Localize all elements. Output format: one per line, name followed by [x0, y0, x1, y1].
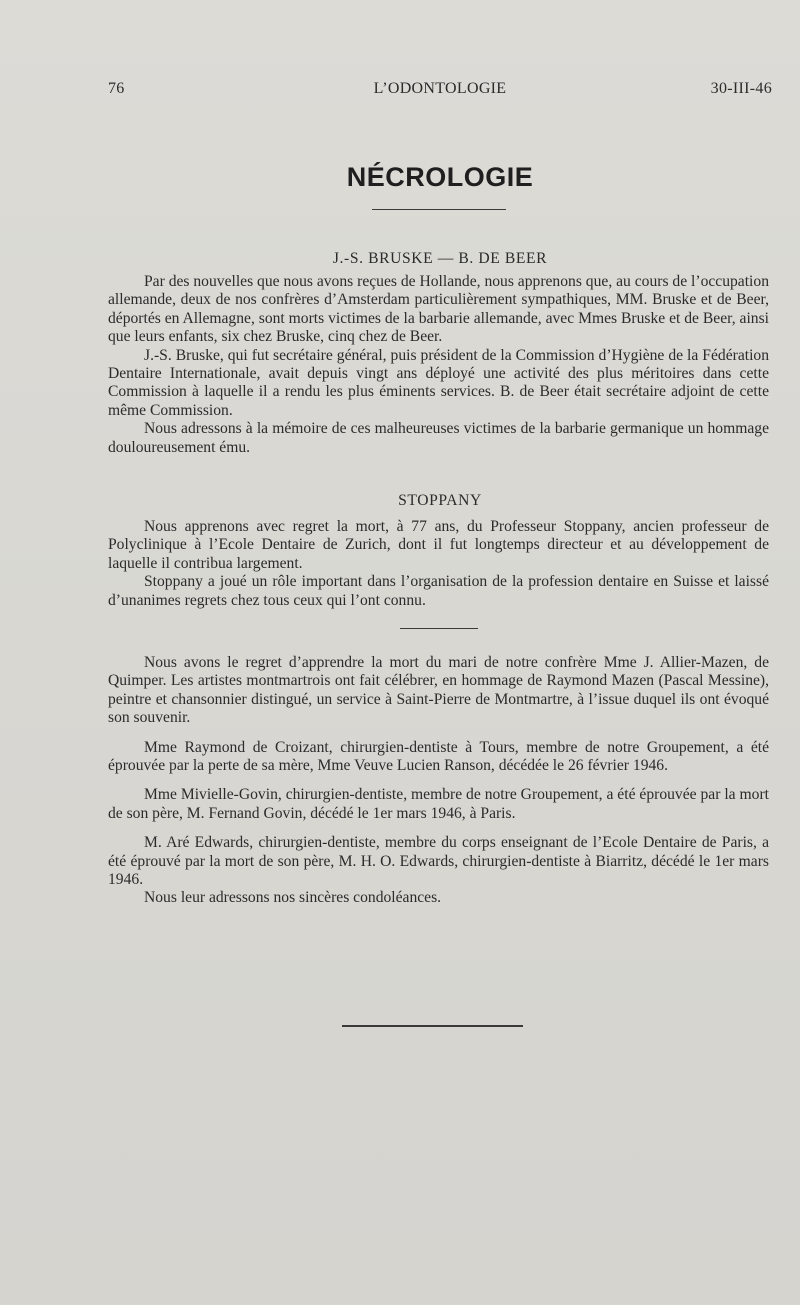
paragraph: Mme Raymond de Croizant, chirurgien-dentiste à Tours, membre de notre Groupement, a été éprouvée par la perte de sa mère, Mme Veuve Lucien Ranson, décédée le 26 février 1946.: [108, 738, 769, 775]
section-stoppany-body: [108, 518, 769, 610]
journal-title: L’ODONTOLOGIE: [373, 80, 507, 97]
paragraph: Nous apprenons avec regret la mort, à 77 ans, du Professeur Stoppany, ancien professeur de Polyclinique à l’Ecole Dentaire de Zurich, dont il fut longtemps directeur et au développement de laquelle il contribua largement.: [108, 518, 769, 572]
title-rule: [372, 209, 506, 210]
paragraph: Nous avons le regret d’apprendre la mort du mari de notre confrère Mme J. Allier-Mazen, de Quimper. Les artistes montmartrois ont fait célébrer, en hommage de Raymond Mazen (Pascal Messine), peintre et chansonnier distingué, un service à Saint-Pierre de Montmartre, à l’issue duquel ils ont évoqué son souvenir.: [108, 654, 769, 727]
paragraph: Mme Mivielle-Govin, chirurgien-dentiste, membre de notre Groupement, a été éprouvée par la mort de son père, M. Fernand Govin, décédé le 1er mars 1946, à Paris.: [108, 786, 769, 822]
page-title: NÉCROLOGIE: [346, 162, 534, 192]
section-rule: [400, 628, 478, 629]
paragraph: Nous leur adressons nos sincères condoléances.: [144, 889, 442, 907]
paragraph: J.-S. Bruske, qui fut secrétaire général, puis président de la Commission d’Hygiène de la Fédération Dentaire Internationale, avait depuis vingt ans déployé une activité des plus méritoires dans cette Commission à laquelle il a rendu les plus éminents services. B. de Beer était secrétaire adjoint de cette même Commission.: [108, 346, 769, 419]
section-bruske-debeer-body: [108, 273, 769, 457]
issue-date: 30-III-46: [710, 80, 772, 97]
paragraph: M. Aré Edwards, chirurgien-dentiste, membre du corps enseignant de l’Ecole Dentaire de Paris, a été éprouvé par la mort de son père, M. H. O. Edwards, chirurgien-dentiste à Biarritz, décédé le 1er mars 1946.: [108, 834, 769, 889]
paragraph: Nous adressons à la mémoire de ces malheureuses victimes de la barbarie germanique un hommage douloureusement ému.: [108, 420, 769, 456]
page-number: 76: [108, 80, 125, 97]
paragraph: Par des nouvelles que nous avons reçues de Hollande, nous apprenons que, au cours de l’occupation allemande, deux de nos confrères d’Amsterdam particulièrement sympathiques, MM. Bruske et de Beer, déportés en Allemagne, sont morts victimes de la barbarie allemande, avec Mmes Bruske et de Beer, ainsi que leurs enfants, six chez Bruske, cinq chez de Beer.: [108, 273, 769, 346]
section-heading-stoppany: STOPPANY: [398, 492, 482, 509]
end-rule: [342, 1025, 523, 1027]
paragraph: Stoppany a joué un rôle important dans l’organisation de la profession dentaire en Suisse et laissé d’unanimes regrets chez tous ceux qui l’ont connu.: [108, 573, 769, 609]
section-condolences-body: [108, 654, 769, 908]
section-heading-bruske-debeer: J.-S. BRUSKE — B. DE BEER: [332, 250, 548, 267]
